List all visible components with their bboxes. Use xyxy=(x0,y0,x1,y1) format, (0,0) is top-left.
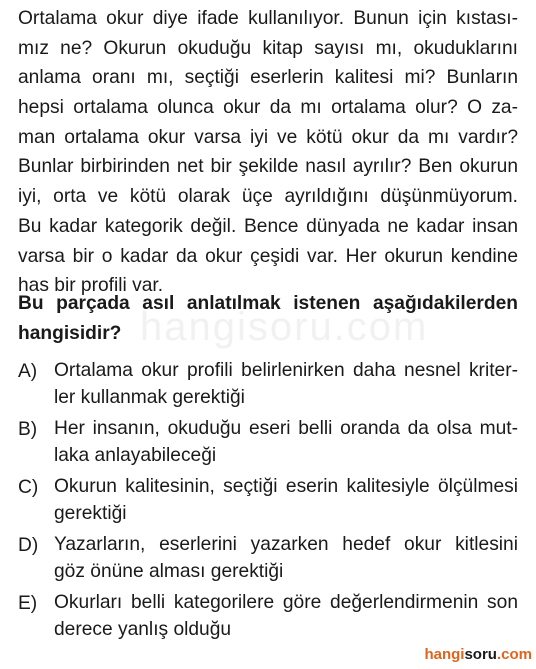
option-letter: C) xyxy=(18,477,39,498)
option-text xyxy=(54,357,518,411)
brand-part: hangi xyxy=(424,646,465,663)
passage-line: hepsi ortalama olunca okur da mı ortalama olur? O za- xyxy=(18,97,518,119)
option-a[interactable] xyxy=(18,357,518,415)
option-letter: A) xyxy=(18,361,38,382)
option-letter: E) xyxy=(18,593,38,614)
brand-part: soru xyxy=(464,646,497,663)
option-line: derece yanlış olduğu xyxy=(54,619,232,640)
passage-line: man ortalama okur varsa iyi ve kötü okur da mı vardır? xyxy=(18,126,518,148)
brand-logo xyxy=(424,646,532,663)
option-text xyxy=(54,415,518,469)
option-line: gerektiği xyxy=(54,503,127,524)
passage-line: has bir profili var. xyxy=(18,275,164,297)
passage-line: anlama oranı mı, seçtiği eserlerin kalitesi mi? Bunların xyxy=(18,67,518,89)
watermark: hangisoru.com xyxy=(140,305,429,349)
option-letter: D) xyxy=(18,535,39,556)
option-letter: B) xyxy=(18,419,38,440)
option-line: Okurun kalitesinin, seçtiği eserin kalitesiyle ölçülmesi xyxy=(54,476,518,497)
passage-line: iyi, orta ve kötü olarak üçe ayrıldığını düşünmüyorum. xyxy=(18,186,518,208)
option-b[interactable] xyxy=(18,415,518,473)
passage-line: varsa bir o kadar da okur çeşidi var. Her okurun kendine xyxy=(18,245,518,267)
question-line: Bu parçada asıl anlatılmak istenen aşağıdakilerden xyxy=(18,293,518,314)
option-text xyxy=(54,589,518,643)
passage-line: Bunlar birbirinden net bir şekilde nasıl ayrılır? Ben okurun xyxy=(18,156,518,178)
question-line: hangisidir? xyxy=(18,322,122,344)
option-line: göz önüne alması gerektiği xyxy=(54,561,284,582)
option-e[interactable] xyxy=(18,589,518,647)
option-text xyxy=(54,531,518,585)
option-line: Her insanın, okuduğu eseri belli oranda da olsa mut- xyxy=(54,418,518,439)
option-text xyxy=(54,473,518,527)
option-line: ler kullanmak gerektiği xyxy=(54,387,245,408)
passage-line: mız ne? Okurun okuduğu kitap sayısı mı, okuduklarını xyxy=(18,37,518,59)
option-d[interactable] xyxy=(18,531,518,589)
option-line: Yazarların, eserlerini yazarken hedef okur kitlesini xyxy=(54,534,518,555)
option-line: laka anlayabileceği xyxy=(54,445,217,466)
option-c[interactable] xyxy=(18,473,518,531)
brand-part: .com xyxy=(496,646,532,663)
option-line: Okurları belli kategorilere göre değerlendirmenin son xyxy=(54,592,518,613)
passage xyxy=(18,4,518,301)
answer-options xyxy=(18,357,518,647)
question-stem xyxy=(18,289,518,348)
option-line: Ortalama okur profili belirlenirken daha nesnel kriter- xyxy=(54,360,518,381)
passage-line: Ortalama okur diye ifade kullanılıyor. Bunun için kıstası- xyxy=(18,8,518,29)
passage-line: Bu kadar kategorik değil. Bence dünyada ne kadar insan xyxy=(18,215,518,237)
